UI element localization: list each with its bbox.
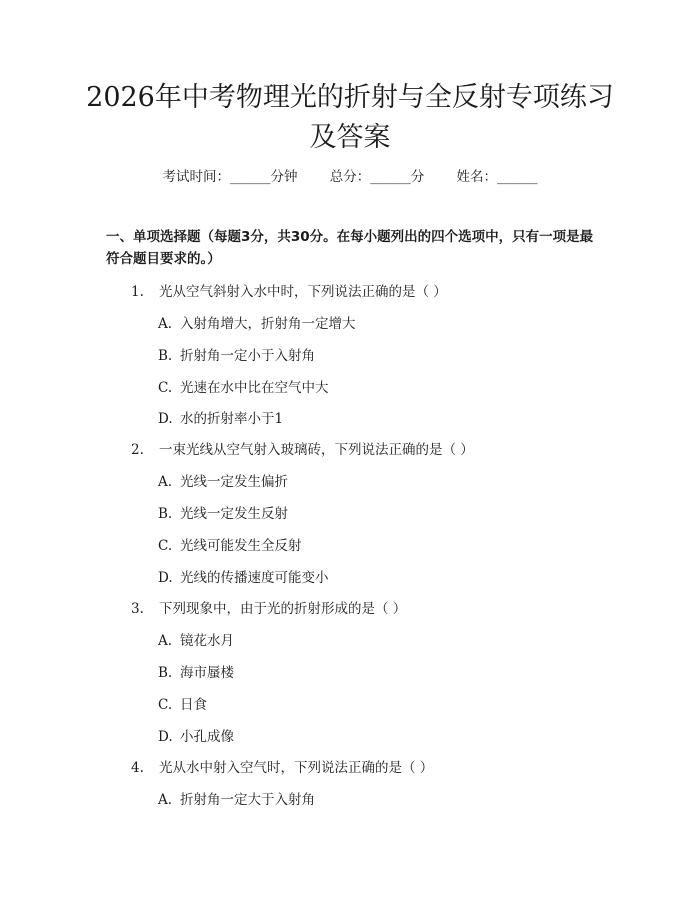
option-letter: A.: [158, 633, 173, 649]
option-text: 日食: [180, 697, 207, 713]
option-letter: B.: [158, 665, 173, 681]
option-letter: C.: [158, 697, 173, 713]
option-text: 海市蜃楼: [180, 665, 234, 681]
option: [158, 313, 356, 335]
option-letter: D.: [158, 411, 173, 427]
option: [158, 789, 315, 811]
option: [158, 662, 234, 684]
document-title: [60, 78, 640, 158]
question-number: 4.: [131, 760, 144, 776]
option: [158, 503, 288, 525]
exam-time: 考试时间：______分钟: [162, 169, 298, 185]
option: [158, 408, 283, 430]
question-3: [131, 598, 406, 620]
option-text: 折射角一定小于入射角: [180, 348, 315, 364]
question-4: [131, 757, 433, 779]
section-heading: 一、单项选择题（每题3分，共30分。在每小题列出的四个选项中，只有一项是最符合题目要求的。）: [106, 229, 594, 267]
option: [158, 726, 234, 748]
option: [158, 694, 207, 716]
option-letter: A.: [158, 474, 173, 490]
option-text: 光线一定发生反射: [180, 506, 288, 522]
option-letter: D.: [158, 570, 173, 586]
exam-meta: [0, 166, 700, 188]
option-letter: B.: [158, 348, 173, 364]
option: [158, 535, 302, 557]
option-letter: B.: [158, 506, 173, 522]
total-score: 总分：______分: [329, 169, 425, 185]
option-letter: C.: [158, 380, 173, 396]
question-text: 光从空气斜射入水中时，下列说法正确的是（ ）: [159, 284, 447, 300]
option-letter: D.: [158, 729, 173, 745]
option-text: 镜花水月: [180, 633, 234, 649]
question-2: [131, 439, 474, 461]
option-letter: A.: [158, 792, 173, 808]
question-number: 1.: [131, 284, 144, 300]
question-text: 光从水中射入空气时，下列说法正确的是（ ）: [159, 760, 434, 776]
option-text: 折射角一定大于入射角: [180, 792, 315, 808]
option: [158, 630, 234, 652]
question-number: 3.: [131, 601, 144, 617]
title-line-1: 2026年中考物理光的折射与全反射专项练习: [86, 82, 614, 113]
option: [158, 345, 315, 367]
question-text: 一束光线从空气射入玻璃砖，下列说法正确的是（ ）: [159, 442, 474, 458]
option-text: 光线可能发生全反射: [180, 538, 302, 554]
option-text: 光线一定发生偏折: [180, 474, 288, 490]
option-text: 小孔成像: [180, 729, 234, 745]
title-line-2: 及答案: [309, 122, 391, 153]
option-text: 光速在水中比在空气中大: [180, 380, 329, 396]
option: [158, 567, 329, 589]
option-text: 光线的传播速度可能变小: [180, 570, 329, 586]
student-name: 姓名：______: [456, 169, 538, 185]
question-number: 2.: [131, 442, 144, 458]
option-text: 入射角增大，折射角一定增大: [180, 316, 356, 332]
question-1: [131, 281, 447, 303]
option-text: 水的折射率小于1: [180, 411, 284, 427]
question-text: 下列现象中，由于光的折射形成的是（ ）: [159, 601, 407, 617]
option: [158, 377, 329, 399]
option-letter: C.: [158, 538, 173, 554]
option-letter: A.: [158, 316, 173, 332]
option: [158, 471, 288, 493]
